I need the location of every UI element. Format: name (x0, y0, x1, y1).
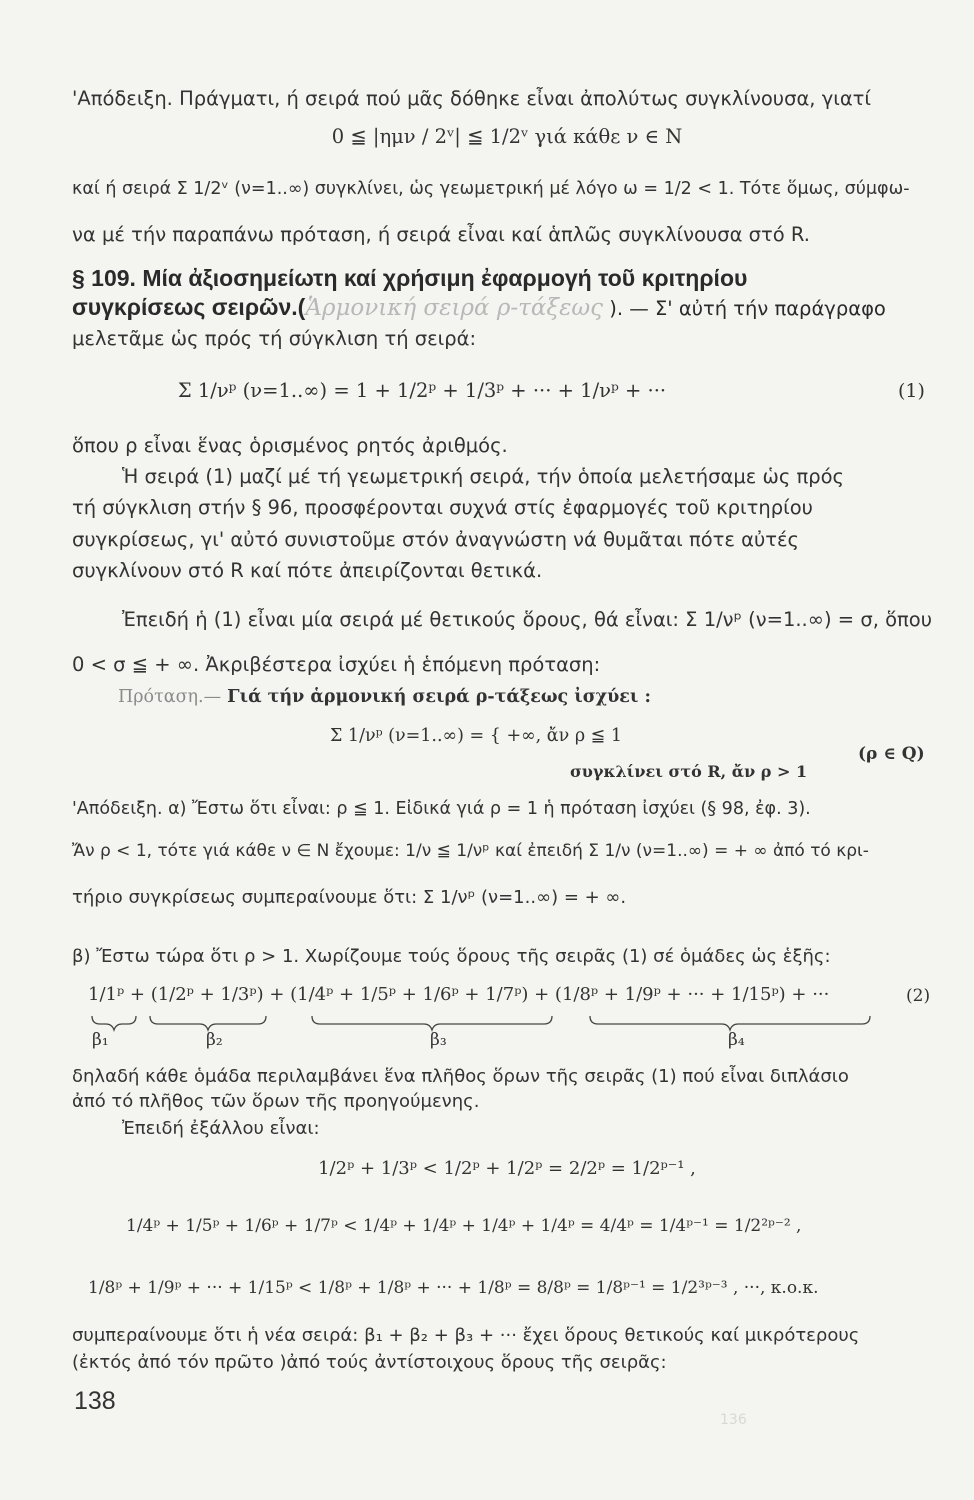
beta3-label: β₃ (430, 1030, 447, 1050)
rho-rational-tag: (ρ ∈ Q) (858, 744, 925, 764)
heading-part-a: συγκρίσεως σειρῶν.( (72, 294, 306, 320)
proof-case-b: β) Ἔστω τώρα ὅτι ρ > 1. Χωρίζουμε τούς ὅρους τῆς σειρᾶς (1) σέ ὁμάδες ὡς ἑξῆς: (72, 946, 831, 967)
study-line: μελετᾶμε ὡς πρός τή σύγκλιση τή σειρά: (72, 327, 477, 350)
beta2-label: β₂ (206, 1030, 223, 1050)
grouping-explanation: δηλαδή κάθε ὁμάδα περιλαμβάνει ἕνα πλῆθος ὅρων τῆς σειρᾶς (1) πού εἶναι διπλάσιο (72, 1066, 849, 1087)
proof-intro-line: 'Απόδειξη. Πράγματι, ή σειρά πού μᾶς δόθηκε εἶναι ἀπολύτως συγκλίνουσα, γιατί (72, 87, 872, 110)
underbrace-beta4 (590, 1016, 870, 1030)
comparison-line: Ἄν ρ < 1, τότε γιά κάθε ν ∈ N ἔχουμε: 1/ν ≦ 1/νᵖ καί ἐπειδή Σ 1/ν (ν=1..∞) = + ∞ ἀπό τό κρι- (72, 841, 869, 861)
beta4-label: β₄ (728, 1030, 745, 1050)
section-heading: § 109. Μία ἀξιοσημείωτη καί χρήσιμη ἐφαρμογή τοῦ κριτηρίου (72, 265, 748, 291)
conclusion-line-cont: (ἐκτός ἀπό τόν πρῶτο )ἀπό τούς ἀντίστοιχους ὅρους τῆς σειρᾶς: (72, 1352, 667, 1373)
divergence-conclusion: τήριο συγκρίσεως συμπεραίνουμε ὅτι: Σ 1/νᵖ (ν=1..∞) = + ∞. (72, 887, 627, 908)
positive-terms-line: Ἐπειδή ἡ (1) εἶναι μία σειρά μέ θετικούς ὅρους, θά εἶναι: Σ 1/νᵖ (ν=1..∞) = σ, ὅπου (122, 608, 932, 631)
proposition-text: Γιά τήν ἁρμονική σειρά ρ-τάξεως ἰσχύει : (221, 687, 651, 707)
heading-italic-title: Ἁρμονική σειρά ρ-τάξεως (305, 295, 604, 321)
absolute-convergence-line: να μέ τήν παραπάνω πρόταση, ή σειρά εἶναι καί ἁπλῶς συγκλίνουσα στό R. (72, 223, 810, 246)
harmonic-series-equation: Σ 1/νᵖ (ν=1..∞) = 1 + 1/2ᵖ + 1/3ᵖ + ··· + 1/νᵖ + ··· (177, 379, 667, 402)
since-line: Ἐπειδή ἐξάλλου εἶναι: (122, 1118, 320, 1139)
grouping-explanation-cont: ἀπό τό πλῆθος τῶν ὅρων τῆς προηγούμενης. (72, 1091, 480, 1112)
proposition-label: Πρόταση.— (118, 687, 222, 707)
proposition-case-top: Σ 1/νᵖ (ν=1..∞) = { +∞, ἄν ρ ≦ 1 (330, 726, 623, 746)
beta1-label: β₁ (92, 1030, 109, 1050)
underbrace-beta1 (92, 1016, 136, 1030)
geometric-series-line: καί ή σειρά Σ 1/2ᵛ (ν=1..∞) συγκλίνει, ὡς γεωμετρική μέ λόγο ω = 1/2 < 1. Τότε ὅμως, σύμφω- (72, 179, 910, 199)
sigma-range-line: 0 < σ ≦ + ∞. Ἀκριβέστερα ἰσχύει ἡ ἑπόμενη πρόταση: (72, 653, 601, 676)
heading-part-c: ). — Σ' αὐτή τήν παράγραφο (603, 297, 886, 320)
conclusion-line: συμπεραίνουμε ὅτι ἡ νέα σειρά: β₁ + β₂ + β₃ + ··· ἔχει ὅρους θετικούς καί μικρότερους (72, 1325, 860, 1346)
underbrace-beta2 (150, 1016, 266, 1030)
proof-case-a: 'Απόδειξη. α) Ἔστω ὅτι εἶναι: ρ ≦ 1. Εἰδικά γιά ρ = 1 ἡ πρόταση ἰσχύει (§ 98, ἐφ. 3). (72, 799, 811, 819)
paragraph-line: Ἡ σειρά (1) μαζί μέ τή γεωμετρική σειρά, τήν ὁποία μελετήσαμε ὡς πρός (122, 465, 844, 488)
paragraph-line: τή σύγκλιση στήν § 96, προσφέρονται συχνά στίς ἐφαρμογές τοῦ κριτηρίου (72, 496, 813, 519)
inequality-2: 1/4ᵖ + 1/5ᵖ + 1/6ᵖ + 1/7ᵖ < 1/4ᵖ + 1/4ᵖ + 1/4ᵖ + 1/4ᵖ = 4/4ᵖ = 1/4ᵖ⁻¹ = 1/2²ᵖ⁻² , (126, 1216, 802, 1236)
proposition-case-bottom: συγκλίνει στό R, ἄν ρ > 1 (570, 762, 808, 781)
inequality-3: 1/8ᵖ + 1/9ᵖ + ··· + 1/15ᵖ < 1/8ᵖ + 1/8ᵖ + ··· + 1/8ᵖ = 8/8ᵖ = 1/8ᵖ⁻¹ = 1/2³ᵖ⁻³ , ···, κ.ο.κ. (88, 1278, 819, 1298)
page-number: 138 (74, 1387, 116, 1415)
underbrace-beta3 (312, 1016, 552, 1030)
paragraph-line: συγκρίσεως, γι' αὐτό συνιστοῦμε στόν ἀναγνώστη νά θυμᾶται πότε αὐτές (72, 528, 799, 551)
inequality-bound: 0 ≦ |ημν / 2ᵛ| ≦ 1/2ᵛ γιά κάθε ν ∈ N (331, 125, 683, 148)
equation-number-2: (2) (906, 986, 931, 1006)
grouping-equation: 1/1ᵖ + (1/2ᵖ + 1/3ᵖ) + (1/4ᵖ + 1/5ᵖ + 1/6ᵖ + 1/7ᵖ) + (1/8ᵖ + 1/9ᵖ + ··· + 1/15ᵖ) + ··· (88, 984, 830, 1005)
inequality-1: 1/2ᵖ + 1/3ᵖ < 1/2ᵖ + 1/2ᵖ = 2/2ᵖ = 1/2ᵖ⁻¹ , (318, 1158, 696, 1179)
rho-definition-line: ὅπου ρ εἶναι ἕνας ὁρισμένος ρητός ἀριθμός. (72, 434, 508, 457)
equation-number-1: (1) (898, 380, 925, 402)
paragraph-line: συγκλίνουν στό R καί πότε ἀπειρίζονται θετικά. (72, 559, 543, 582)
bleed-through-mark: 136 (720, 1412, 747, 1428)
